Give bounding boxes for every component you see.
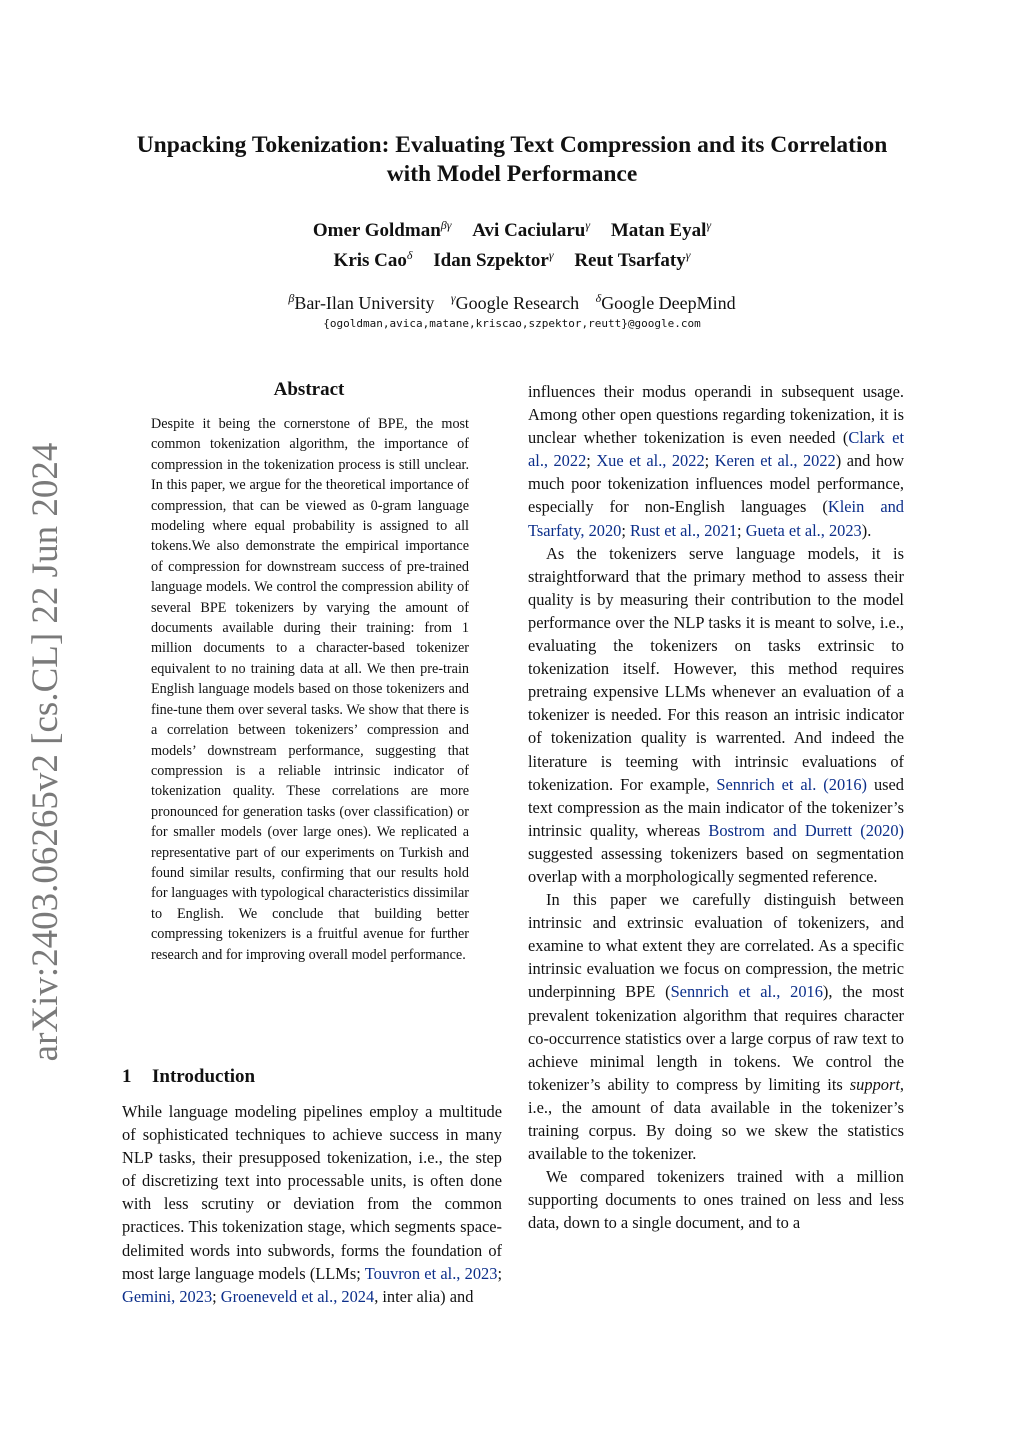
section-number: 1 xyxy=(122,1066,132,1087)
arxiv-identifier: arXiv:2403.06265v2 [cs.CL] 22 Jun 2024 xyxy=(25,442,66,1062)
author-list xyxy=(100,213,924,273)
author: Omer Goldman$^{\beta\gamma}$ xyxy=(312,218,452,241)
affiliation: $^\beta$Bar-Ilan University xyxy=(288,291,435,313)
abstract-heading: Abstract xyxy=(273,379,345,400)
citation-link[interactable]: Groeneveld et al., 2024 xyxy=(220,1286,375,1306)
author: Idan Szpektor$^\gamma$ xyxy=(433,248,554,271)
author: Kris Cao$^\delta$ xyxy=(333,248,413,271)
section-title: Introduction xyxy=(152,1066,256,1087)
author-emails: {ogoldman,avica,matane,kriscao,szpektor,reutt}@google.com xyxy=(323,317,701,330)
paragraph: We compared tokenizers trained with a million supporting documents to ones trained on less and less data, down to a single document, and to a xyxy=(528,1167,904,1233)
citation-link[interactable]: Sennrich et al., 2016 xyxy=(670,982,823,1002)
citation-link[interactable]: Klein and Tsarfaty, 2020 xyxy=(528,497,904,540)
author: Matan Eyal$^\gamma$ xyxy=(610,218,712,241)
citation-link[interactable]: Xue et al., 2022 xyxy=(596,451,705,471)
citation-link[interactable]: Touvron et al., 2023 xyxy=(364,1263,498,1283)
affiliation: $^\gamma$Google Research xyxy=(450,291,580,313)
paragraph-continued: influences their modus operandi in subsequent usage. Among other open questions regarding tokenization, it is unclear whether tokenization is even needed (Clark et al., 2022; Xue et al., 2022; Keren et al., 2022) and how much poor tokenization influences model performance, especially for non-English languages (Klein and Tsarfaty, 2020; Rust et al., 2021; Gueta et al., 2023). xyxy=(528,382,905,540)
author: Avi Caciularu$^\gamma$ xyxy=(472,218,591,241)
citation-link[interactable]: Clark et al., 2022 xyxy=(528,428,904,471)
citation-link[interactable]: Gemini, 2023 xyxy=(122,1286,213,1306)
paragraph: In this paper we carefully distinguish between intrinsic and extrinsic evaluation of tokenizers, and examine to what extent they are correlated. As a specific intrinsic evaluation we focus on compression, the metric underpinning BPE (Sennrich et al., 2016), the most prevalent tokenization algorithm that requires character co-occurrence statistics over a large corpus of raw text to achieve minimal length in tokens. We control the tokenizer’s ability to compress by limiting its support, i.e., the amount of data available in the tokenizer’s training corpus. By doing so we skew the statistics available to the tokenizer. xyxy=(528,890,904,1164)
abstract-body xyxy=(151,414,469,965)
citation-link[interactable]: Bostrom and Durrett (2020) xyxy=(708,820,904,840)
citation-link[interactable]: Gueta et al., 2023 xyxy=(745,520,862,540)
abstract-text: Despite it being the cornerstone of BPE, the most common tokenization algorithm, the importance of compression in the tokenization process is still unclear. In this paper, we argue for the theoretical importance of compression, that can be viewed as 0-gram language modeling where equal probability is assigned to all tokens.We also demonstrate the empirical importance of compression for downstream success of pre-trained language models. We control the compression ability of several BPE tokenizers by varying the amount of documents available during their training: from 1 million documents to a character-based tokenizer equivalent to no training data at all. We then pre-train English language models based on those tokenizers and fine-tune them over several tasks. We show that there is a correlation between tokenizers’ compression and models’ downstream performance, suggesting that compression is a reliable intrinsic indicator of tokenization quality. These correlations are more pronounced for generation tasks (over classification) or for smaller models (over large ones). We replicated a representative part of our experiments on Turkish and found similar results, confirming that our results hold for languages with typological characteristics dissimilar to English. We conclude that building better compressing tokenizers is a fruitful avenue for further research and for improving overall model performance. xyxy=(151,416,469,963)
title-line-2: with Model Performance xyxy=(386,161,638,187)
author: Reut Tsarfaty$^\gamma$ xyxy=(574,248,691,271)
author-line-2 xyxy=(100,243,924,273)
intro-paragraph-1: While language modeling pipelines employ a multitude of sophisticated techniques to achieve success in many NLP tasks, their presupposed tokenization, i.e., the step of discretizing text into processable units, is often done with less scrutiny or deviation from the common practices. This tokenization stage, which segments space-delimited words into subwords, forms the foundation of most large language models (LLMs; Touvron et al., 2023; Gemini, 2023; Groeneveld et al., 2024, inter alia) and xyxy=(122,1102,502,1306)
affiliations xyxy=(100,286,924,315)
author-line-1 xyxy=(100,213,924,243)
citation-link[interactable]: Rust et al., 2021 xyxy=(630,520,738,540)
affiliation: $^\delta$Google DeepMind xyxy=(595,291,736,313)
citation-link[interactable]: Keren et al., 2022 xyxy=(714,451,836,471)
left-column-text xyxy=(122,1100,502,1308)
title-line-1: Unpacking Tokenization: Evaluating Text Compression and its Correlation xyxy=(136,132,888,158)
paper-title xyxy=(100,131,924,189)
citation-link[interactable]: Sennrich et al. (2016) xyxy=(716,774,867,794)
paragraph: As the tokenizers serve language models, it is straightforward that the primary method to assess their quality is by measuring their contribution to the model performance over the NLP tasks it is meant to solve, i.e., evaluating the tokenizers on tasks extrinsic to tokenization itself. However, this method requires pretraing expensive LLMs whenever an evaluation of a tokenizer is needed. For this reason an intrisic indicator of tokenization quality is warrented. And indeed the literature is teeming with intrinsic evaluations of tokenization. For example, Sennrich et al. (2016) used text compression as the main indicator of the tokenizer’s intrinsic quality, whereas Bostrom and Durrett (2020) suggested assessing tokenizers based on segmentation overlap with a morphologically segmented reference. xyxy=(528,543,905,886)
right-column-text xyxy=(528,380,904,1234)
section-heading-introduction xyxy=(122,1066,502,1088)
